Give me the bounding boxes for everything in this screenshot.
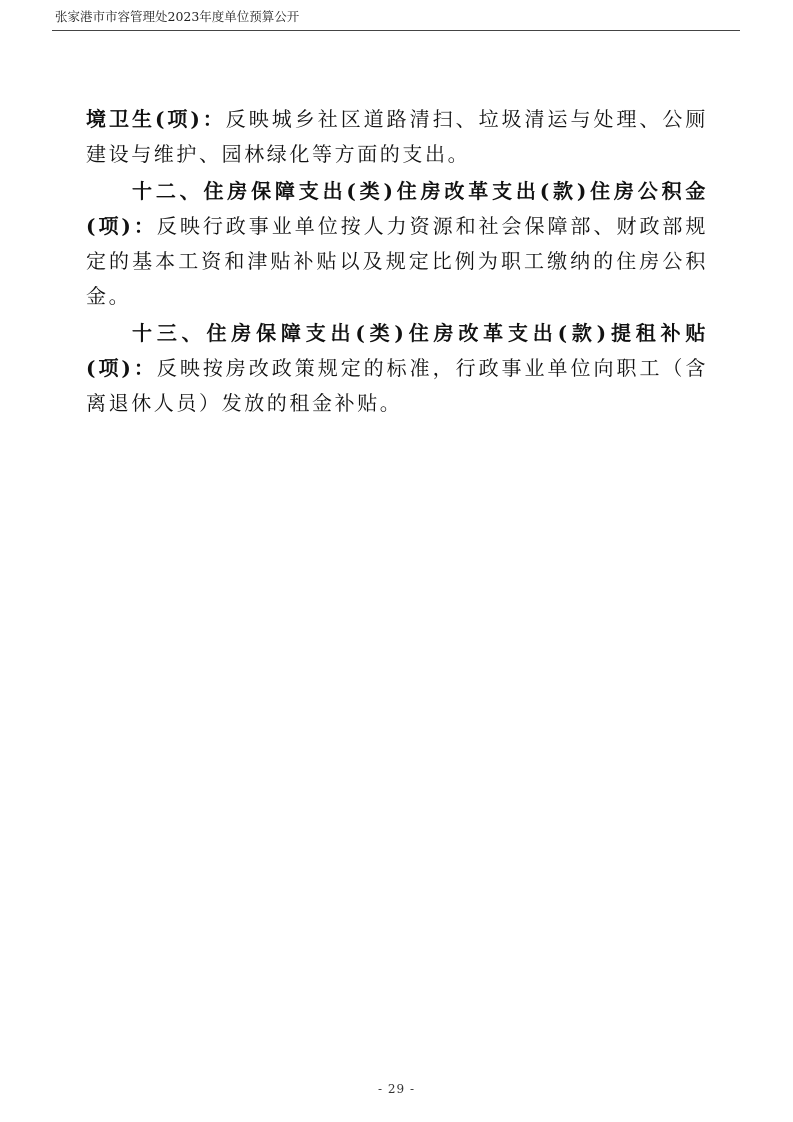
paragraph-rent-subsidy: [86, 316, 708, 421]
paragraph-housing-provident-fund: [86, 174, 708, 314]
paragraph-heading: 十三、住房保障支出(类)住房改革支出(款)提租补贴(项)：: [86, 321, 708, 380]
paragraph-environment-sanitation: [86, 102, 708, 172]
page-header: [52, 0, 740, 31]
paragraph-heading: 十二、住房保障支出(类)住房改革支出(款)住房公积金(项)：: [86, 179, 708, 238]
paragraph-text: 反映城乡社区道路清扫、垃圾清运与处理、公厕建设与维护、园林绿化等方面的支出。: [86, 107, 708, 166]
header-title: 张家港市市容管理处2023年度单位预算公开: [55, 9, 300, 24]
paragraph-text: 反映行政事业单位按人力资源和社会保障部、财政部规定的基本工资和津贴补贴以及规定比例为职工缴纳的住房公积金。: [86, 214, 709, 308]
page-number: - 29 -: [377, 1082, 415, 1096]
document-body: [86, 102, 708, 423]
paragraph-heading: 境卫生(项)：: [86, 107, 226, 131]
paragraph-text: 反映按房改政策规定的标准，行政事业单位向职工（含离退休人员）发放的租金补贴。: [86, 356, 709, 415]
